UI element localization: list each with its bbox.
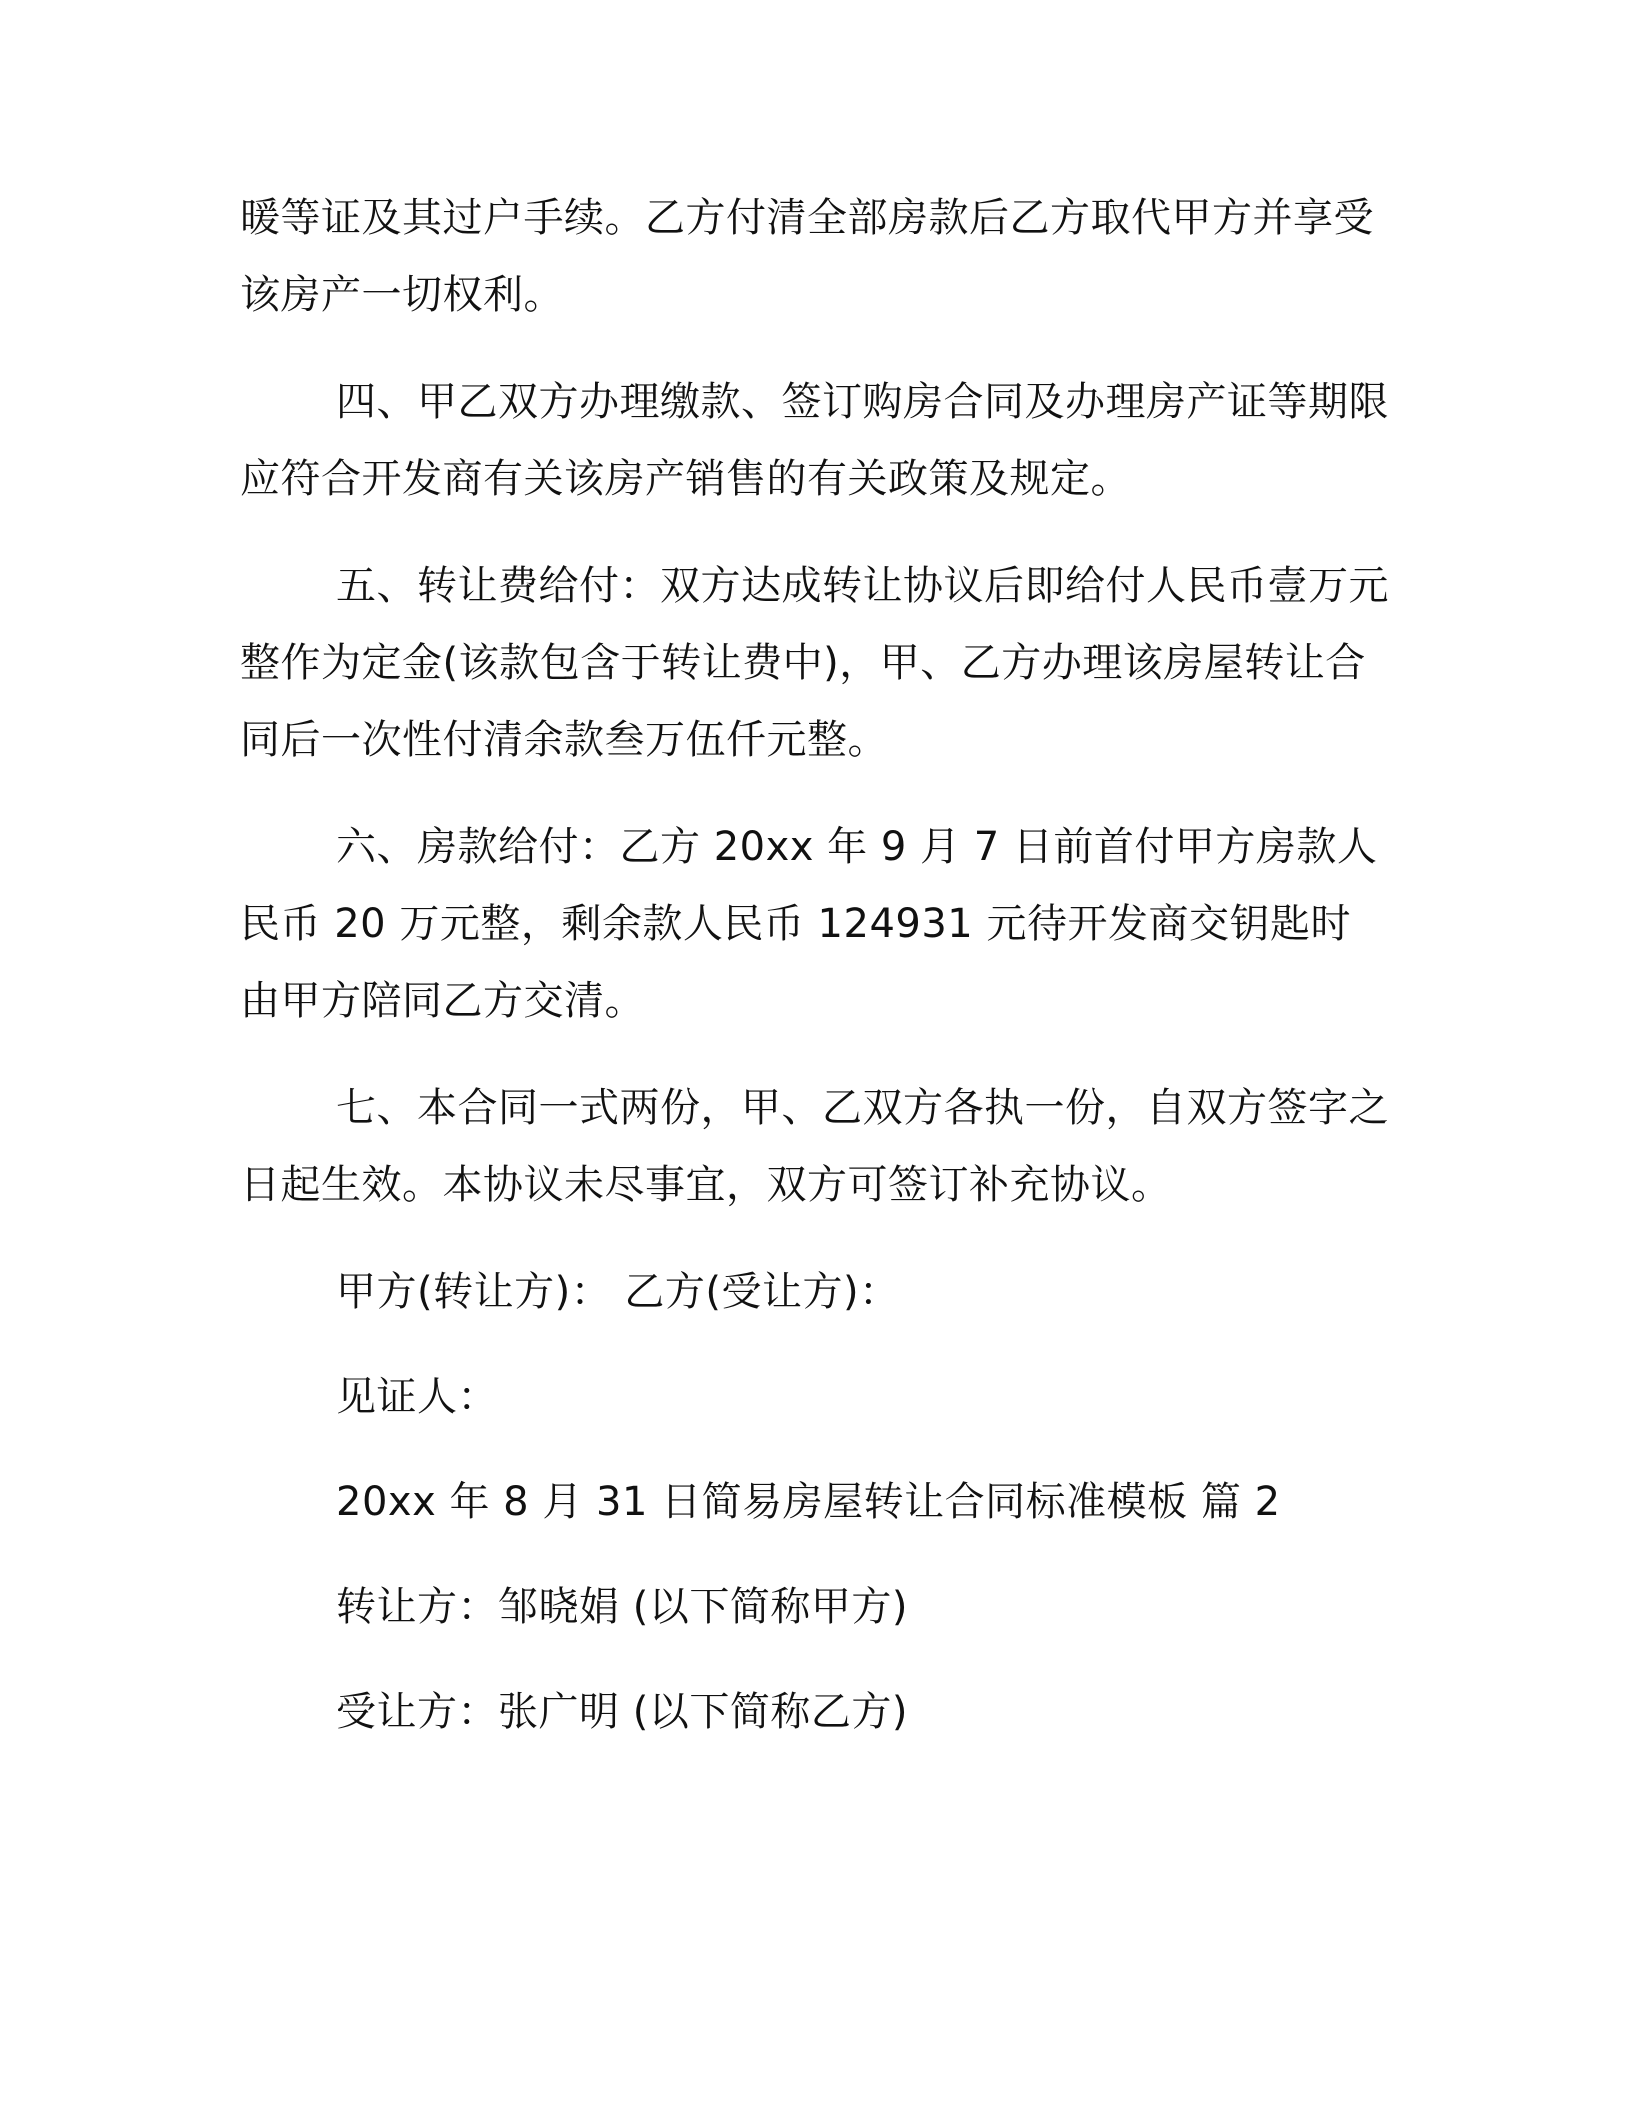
transferee-line: 受让方：张广明 (以下简称乙方)	[336, 1689, 908, 1735]
clause-six: 六、房款给付：乙方 20xx 年 9 月 7 日前首付甲方房款人民币 20 万元整，剩余款人民币 124931 元待开发商交钥匙时由甲方陪同乙方交清。	[240, 824, 1378, 1024]
clause-seven: 七、本合同一式两份，甲、乙双方各执一份，自双方签字之日起生效。本协议未尽事宜，双方可签订补充协议。	[240, 1085, 1389, 1208]
date-title-line: 20xx 年 8 月 31 日简易房屋转让合同标准模板 篇 2	[336, 1479, 1281, 1525]
witness-line: 见证人：	[336, 1374, 498, 1420]
document-body	[240, 180, 1390, 1779]
paragraph-continuation: 暖等证及其过户手续。乙方付清全部房款后乙方取代甲方并享受该房产一切权利。	[240, 195, 1374, 318]
clause-five: 五、转让费给付：双方达成转让协议后即给付人民币壹万元整作为定金(该款包含于转让费中)，甲、乙方办理该房屋转让合同后一次性付清余款叁万伍仟元整。	[240, 563, 1389, 763]
signature-line: 甲方(转让方)： 乙方(受让方)：	[336, 1269, 900, 1315]
clause-four: 四、甲乙双方办理缴款、签订购房合同及办理房产证等期限应符合开发商有关该房产销售的有关政策及规定。	[240, 379, 1389, 502]
transferor-line: 转让方：邹晓娟 (以下简称甲方)	[336, 1584, 908, 1630]
